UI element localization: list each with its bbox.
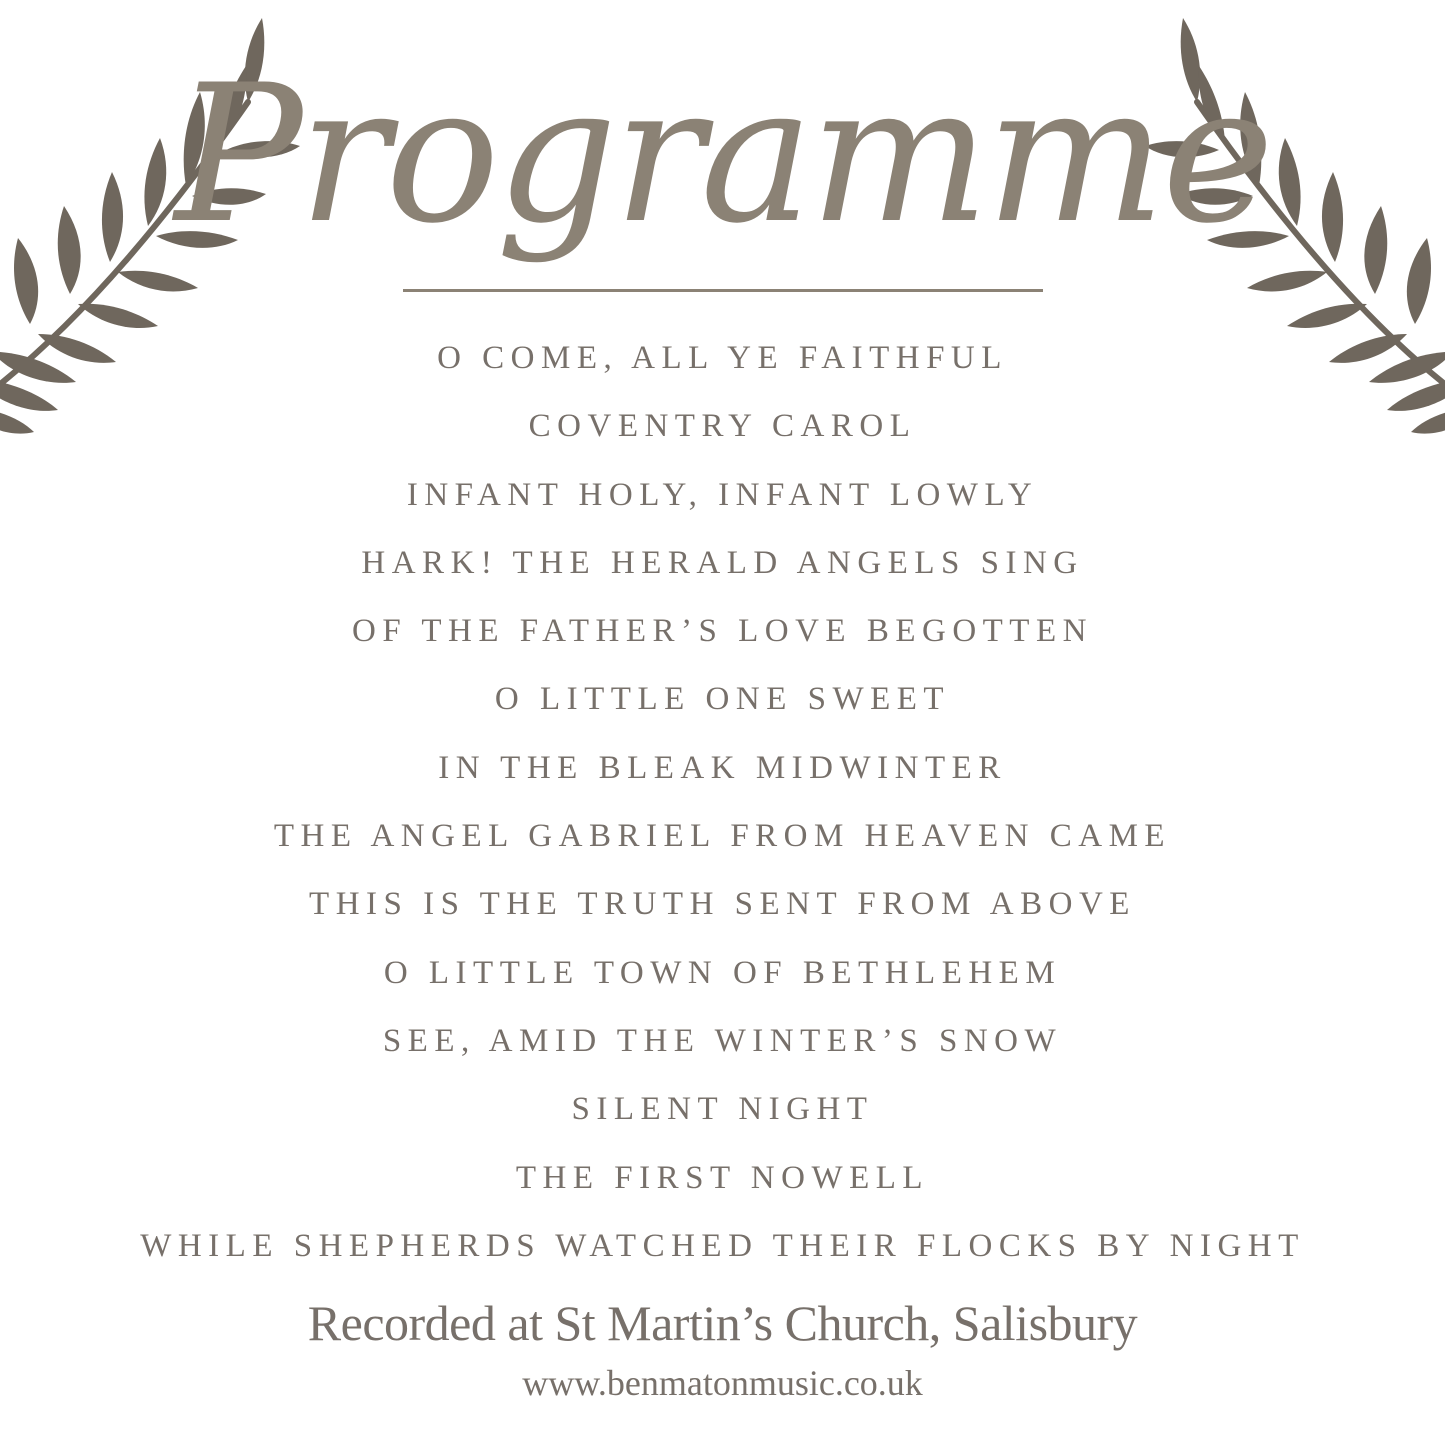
programme-item: O COME, ALL YE FAITHFUL <box>437 340 1008 376</box>
programme-item: OF THE FATHER’S LOVE BEGOTTEN <box>352 613 1093 650</box>
programme-item: INFANT HOLY, INFANT LOWLY <box>406 476 1039 513</box>
programme-list <box>0 324 1445 1280</box>
programme-item: THIS IS THE TRUTH SENT FROM ABOVE <box>309 886 1136 923</box>
programme-item: O LITTLE TOWN OF BETHLEHEM <box>383 954 1062 991</box>
recording-location: Recorded at St Martin’s Church, Salisbury <box>307 1295 1138 1351</box>
programme-item: THE FIRST NOWELL <box>515 1159 930 1196</box>
title-divider <box>403 289 1043 292</box>
programme-item: O LITTLE ONE SWEET <box>494 681 951 718</box>
programme-item: COVENTRY CAROL <box>528 408 917 445</box>
page-title: Programme <box>174 44 1271 265</box>
programme-item: HARK! THE HERALD ANGELS SING <box>361 544 1084 581</box>
programme-item: WHILE SHEPHERDS WATCHED THEIR FLOCKS BY NIGHT <box>140 1227 1305 1264</box>
website-link[interactable]: www.benmatonmusic.co.uk <box>522 1363 923 1403</box>
programme-item: IN THE BLEAK MIDWINTER <box>438 749 1007 786</box>
programme-item: SILENT NIGHT <box>571 1091 874 1128</box>
programme-item: SEE, AMID THE WINTER’S SNOW <box>382 1022 1063 1059</box>
programme-item: THE ANGEL GABRIEL FROM HEAVEN CAME <box>273 818 1172 855</box>
